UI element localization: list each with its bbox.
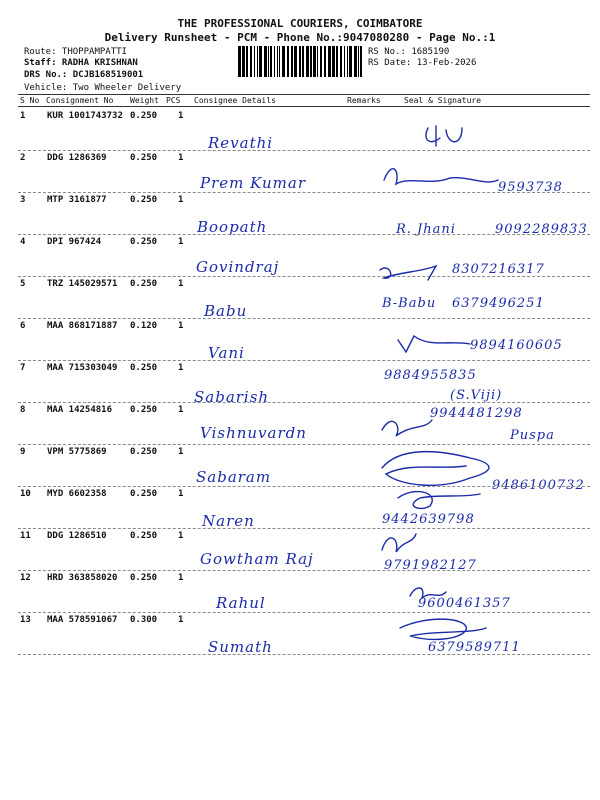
row-signature-note: Puspa xyxy=(510,428,555,443)
row-sno: 10 xyxy=(20,489,31,499)
row-signature-note: 9092289833 xyxy=(495,222,588,237)
col-consignee: Consignee Details xyxy=(194,96,276,105)
row-consignee-name: Sabarish xyxy=(194,388,270,406)
row-consignment: DDG 1286369 xyxy=(47,153,107,163)
row-pcs: 1 xyxy=(178,615,184,625)
row-weight: 0.250 xyxy=(130,447,158,457)
row-consignee-name: Gowtham Raj xyxy=(200,550,314,568)
row-pcs: 1 xyxy=(178,405,184,415)
col-seal: Seal & Signature xyxy=(404,96,482,105)
row-consignment: MAA 715303049 xyxy=(47,363,118,373)
row-consignment: VPM 5775869 xyxy=(47,447,107,457)
row-sno: 9 xyxy=(20,447,26,457)
row-pcs: 1 xyxy=(178,489,184,499)
row-signature-note: 9944481298 xyxy=(430,406,523,421)
route-label: Route: THOPPAMPATTI xyxy=(24,47,127,57)
row-pcs: 1 xyxy=(178,573,184,583)
row-sno: 8 xyxy=(20,405,26,415)
staff-label: Staff: RADHA KRISHNAN xyxy=(24,58,138,68)
row-consignee-name: Sumath xyxy=(208,638,273,656)
row-signature-note: 6379589711 xyxy=(428,640,521,655)
row-signature-note: 8307216317 xyxy=(452,262,545,277)
row-weight: 0.250 xyxy=(130,195,158,205)
row-consignment: MAA 578591067 xyxy=(47,615,118,625)
company-title: THE PROFESSIONAL COURIERS, COIMBATORE xyxy=(177,17,423,30)
row-pcs: 1 xyxy=(178,321,184,331)
row-pcs: 1 xyxy=(178,153,184,163)
row-pcs: 1 xyxy=(178,447,184,457)
drs-label: DRS No.: DCJB168519001 xyxy=(24,70,144,80)
row-sno: 1 xyxy=(20,111,26,121)
row-consignment: KUR 1001743732 xyxy=(47,111,123,121)
row-sno: 6 xyxy=(20,321,26,331)
row-pcs: 1 xyxy=(178,195,184,205)
row-weight: 0.250 xyxy=(130,531,158,541)
row-sno: 7 xyxy=(20,363,26,373)
row-weight: 0.250 xyxy=(130,111,158,121)
row-weight: 0.250 xyxy=(130,363,158,373)
row-signature-note: 9593738 xyxy=(498,180,563,195)
row-signature-note: 9791982127 xyxy=(384,558,477,573)
row-signature-note: 9884955835 xyxy=(384,368,477,383)
row-signature-note: R. Jhani xyxy=(396,222,456,237)
row-signature-note: (S.Viji) xyxy=(450,388,503,403)
row-sno: 4 xyxy=(20,237,26,247)
vehicle-label: Vehicle: Two Wheeler Delivery xyxy=(24,83,182,93)
row-consignment: HRD 363858020 xyxy=(47,573,118,583)
row-signature-note: 9486100732 xyxy=(492,478,585,493)
row-weight: 0.250 xyxy=(130,153,158,163)
row-sno: 2 xyxy=(20,153,26,163)
row-signature-note: 9600461357 xyxy=(418,596,511,611)
row-pcs: 1 xyxy=(178,363,184,373)
row-consignment: MTP 3161877 xyxy=(47,195,107,205)
row-weight: 0.120 xyxy=(130,321,158,331)
row-pcs: 1 xyxy=(178,111,184,121)
row-consignee-name: Sabaram xyxy=(196,468,272,486)
col-weight: Weight xyxy=(130,96,159,105)
row-consignment: DDG 1286510 xyxy=(47,531,107,541)
row-signature-note: 9442639798 xyxy=(382,512,475,527)
row-consignee-name: Boopath xyxy=(197,218,268,236)
row-consignment: MAA 14254816 xyxy=(47,405,113,415)
row-consignee-name: Prem Kumar xyxy=(200,174,307,192)
row-consignee-name: Rahul xyxy=(216,594,266,612)
row-signature-note: 9894160605 xyxy=(470,338,563,353)
col-pcs: PCS xyxy=(166,96,181,105)
row-sno: 3 xyxy=(20,195,26,205)
row-sno: 5 xyxy=(20,279,26,289)
row-pcs: 1 xyxy=(178,237,184,247)
row-consignment: MYD 6602358 xyxy=(47,489,107,499)
row-consignment: MAA 868171887 xyxy=(47,321,118,331)
col-sno: S No xyxy=(20,96,40,105)
row-weight: 0.250 xyxy=(130,405,158,415)
row-sno: 12 xyxy=(20,573,31,583)
row-sno: 13 xyxy=(20,615,31,625)
row-consignee-name: Vani xyxy=(208,344,245,362)
col-consignment: Consignment No xyxy=(46,96,114,105)
row-consignment: TRZ 145029571 xyxy=(47,279,118,289)
row-consignee-name: Revathi xyxy=(208,134,274,152)
row-weight: 0.300 xyxy=(130,615,158,625)
rs-date-label: RS Date: 13-Feb-2026 xyxy=(368,58,477,68)
row-consignee-name: Babu xyxy=(204,302,248,320)
row-consignee-name: Vishnuvardn xyxy=(200,424,307,442)
row-pcs: 1 xyxy=(178,531,184,541)
row-pcs: 1 xyxy=(178,279,184,289)
row-sno: 11 xyxy=(20,531,31,541)
row-consignee-name: Govindraj xyxy=(196,258,280,276)
row-weight: 0.250 xyxy=(130,279,158,289)
row-weight: 0.250 xyxy=(130,573,158,583)
row-signature-note: B-Babu xyxy=(382,296,437,311)
row-consignment: DPI 967424 xyxy=(47,237,102,247)
row-signature-note: 6379496251 xyxy=(452,296,545,311)
row-consignee-name: Naren xyxy=(202,512,255,530)
runsheet-title: Delivery Runsheet - PCM - Phone No.:9047080280 - Page No.:1 xyxy=(104,31,496,44)
col-remarks: Remarks xyxy=(347,96,381,105)
row-weight: 0.250 xyxy=(130,489,158,499)
row-weight: 0.250 xyxy=(130,237,158,247)
rs-no-label: RS No.: 1685190 xyxy=(368,47,450,57)
